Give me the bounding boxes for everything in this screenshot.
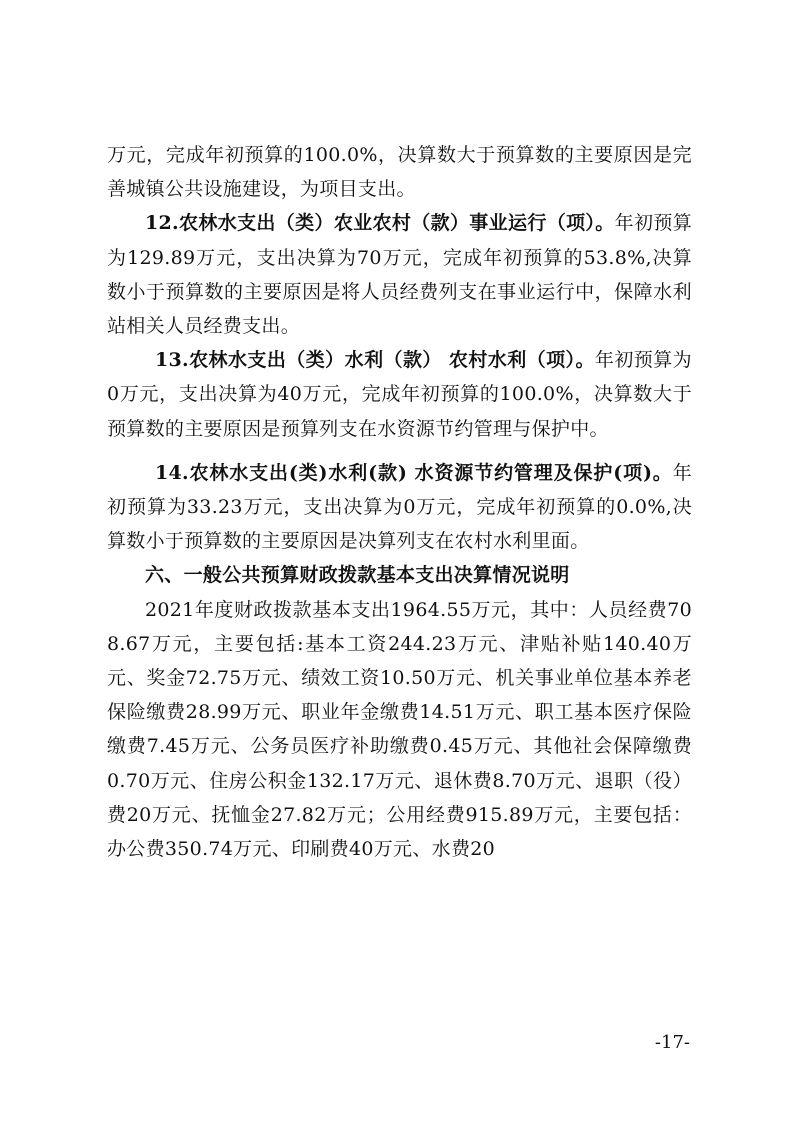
item-12-text: 年初预算为129.89万元，支出决算为70万元，完成年初预算的53.8%,决算数小于预算数的主要原因是将人员经费列支在事业运行中，保障水利站相关人员经费支出。 xyxy=(107,212,693,338)
item-13-heading: 13.农林水支出（类）水利（款） 农村水利（项）。 xyxy=(155,349,595,372)
paragraph-item-12 xyxy=(107,206,692,343)
item-14-text: 年初预算为33.23万元，支出决算为0万元，完成年初预算的0.0%,决算数小于预算数的主要原因是决算列支在农村水利里面。 xyxy=(107,461,692,553)
page-number: -17- xyxy=(654,1032,690,1053)
item-13-text: 年初预算为0万元，支出决算为40万元，完成年初预算的100.0%，决算数大于预算数的主要原因是预算列支在水资源节约管理与保护中。 xyxy=(107,349,692,440)
item-12-heading: 12.农林水支出（类）农业农村（款）事业运行（项）。 xyxy=(145,212,615,235)
paragraph-item-14 xyxy=(107,456,692,559)
paragraph-item-13 xyxy=(107,343,692,446)
item-14-heading: 14.农林水支出(类)水利(款) 水资源节约管理及保护(项)。 xyxy=(155,461,673,484)
document-page xyxy=(107,138,692,866)
paragraph-continued-text: 万元，完成年初预算的100.0%，决算数大于预算数的主要原因是完善城镇公共设施建设，为项目支出。 xyxy=(107,144,692,201)
paragraph-basic-expenditure: 2021年度财政拨款基本支出1964.55万元，其中：人员经费708.67万元，主要包括:基本工资244.23万元、津贴补贴140.40万元、奖金72.75万元、绩效工资10.50万元、机关事业单位基本养老保险缴费28.99万元、职业年金缴费14.51万元、职工基本医疗保险缴费7.45万元、公务员医疗补助缴费0.45万元、其他社会保障缴费0.70万元、住房公积金132.17万元、退休费8.70万元、退职（役）费20万元、抚恤金27.82万元；公用经费915.89万元，主要包括：办公费350.74万元、印刷费40万元、水费20 xyxy=(107,598,692,861)
section-heading: 六、一般公共预算财政拨款基本支出决算情况说明 xyxy=(145,564,570,587)
paragraph-continued xyxy=(107,138,692,206)
